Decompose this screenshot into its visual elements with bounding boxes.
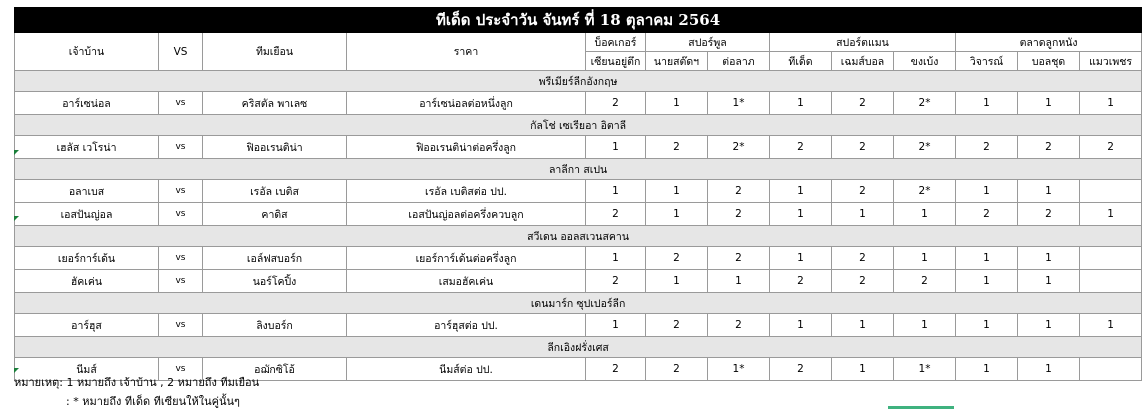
league-row xyxy=(15,226,1142,247)
pick-cell: 2 xyxy=(586,92,646,115)
header-tipster: วิจารณ์ xyxy=(956,52,1018,71)
header-tipster: เฉมส์บอล xyxy=(832,52,894,71)
header-tipster: เซียนอยู่ตึก xyxy=(586,52,646,71)
pick-cell: 1 xyxy=(956,247,1018,270)
match-row xyxy=(15,247,1142,270)
cell-comment-marker xyxy=(14,368,19,373)
pick-cell: 2 xyxy=(770,270,832,293)
header-group-bocker: บ็อคเกอร์ xyxy=(586,33,646,52)
league-name: สวีเดน ออลสเวนสคาน xyxy=(15,226,1142,247)
pick-cell xyxy=(1080,247,1142,270)
away-team: เรอัล เบติส xyxy=(203,180,347,203)
odds-price: เรอัล เบติสต่อ ปป. xyxy=(347,180,586,203)
match-row xyxy=(15,270,1142,293)
pick-cell: 1 xyxy=(770,247,832,270)
pick-cell xyxy=(1080,358,1142,381)
away-team: ลิงบอร์ก xyxy=(203,314,347,337)
odds-price: อาร์ฮุสต่อ ปป. xyxy=(347,314,586,337)
away-team: เอล์ฟสบอร์ก xyxy=(203,247,347,270)
pick-cell: 1 xyxy=(770,180,832,203)
home-team: อาร์ฮุส xyxy=(15,314,159,337)
pick-cell: 1 xyxy=(770,203,832,226)
home-team: เฮลัส เวโรน่า xyxy=(15,136,159,159)
pick-cell: 1 xyxy=(832,314,894,337)
pick-cell: 2* xyxy=(894,136,956,159)
header-tipster: ขงเบ้ง xyxy=(894,52,956,71)
header-tipster: แมวเพชร xyxy=(1080,52,1142,71)
header-vs: VS xyxy=(159,33,203,71)
pick-cell: 1 xyxy=(646,270,708,293)
away-team: ฟิออเรนติน่า xyxy=(203,136,347,159)
pick-cell: 1 xyxy=(894,314,956,337)
odds-price: เสมอฮัคเค่น xyxy=(347,270,586,293)
away-team: คริสตัล พาเลซ xyxy=(203,92,347,115)
league-name: พรีเมียร์ลีกอังกฤษ xyxy=(15,71,1142,92)
home-team: ฮัคเค่น xyxy=(15,270,159,293)
league-name: กัลโช่ เซเรียอา อิตาลี xyxy=(15,115,1142,136)
pick-cell: 1 xyxy=(646,203,708,226)
pick-cell: 1 xyxy=(770,92,832,115)
cell-comment-marker xyxy=(14,216,19,221)
league-row xyxy=(15,293,1142,314)
odds-price: ฟิออเรนติน่าต่อครึ่งลูก xyxy=(347,136,586,159)
pick-cell xyxy=(1080,270,1142,293)
odds-price: นีมส์ต่อ ปป. xyxy=(347,358,586,381)
away-team: อฌักซิโอ้ xyxy=(203,358,347,381)
match-row xyxy=(15,180,1142,203)
header-tipster: ต่อลาภ xyxy=(708,52,770,71)
pick-cell: 2 xyxy=(1080,136,1142,159)
pick-cell: 1 xyxy=(894,203,956,226)
league-name: ลีกเอิงฝรั่งเศส xyxy=(15,337,1142,358)
pick-cell: 1 xyxy=(1018,92,1080,115)
pick-cell: 1 xyxy=(832,358,894,381)
match-row xyxy=(15,314,1142,337)
pick-cell: 1 xyxy=(646,180,708,203)
league-name: ลาลีกา สเปน xyxy=(15,159,1142,180)
pick-cell: 1 xyxy=(1080,203,1142,226)
header-price: ราคา xyxy=(347,33,586,71)
pick-cell: 1 xyxy=(708,270,770,293)
header-tipster: บอลชุด xyxy=(1018,52,1080,71)
pick-cell: 1 xyxy=(956,270,1018,293)
pick-cell: 2 xyxy=(708,314,770,337)
pick-cell: 1 xyxy=(956,314,1018,337)
pick-cell: 2 xyxy=(832,136,894,159)
pick-cell: 1 xyxy=(586,180,646,203)
pick-cell: 1* xyxy=(708,358,770,381)
pick-cell: 2 xyxy=(832,270,894,293)
pick-cell: 2 xyxy=(646,314,708,337)
pick-cell xyxy=(1080,180,1142,203)
league-row xyxy=(15,159,1142,180)
pick-cell: 2 xyxy=(832,180,894,203)
vs-label: vs xyxy=(159,358,203,381)
pick-cell: 2 xyxy=(894,270,956,293)
vs-label: vs xyxy=(159,314,203,337)
page-title: ทีเด็ด ประจำวัน จันทร์ ที่ 18 ตุลาคม 2564 xyxy=(15,8,1142,33)
picks-sheet xyxy=(14,7,1140,381)
pick-cell: 2 xyxy=(646,358,708,381)
picks-table xyxy=(14,7,1142,381)
header-away: ทีมเยือน xyxy=(203,33,347,71)
home-team: เอสปันญ่อล xyxy=(15,203,159,226)
pick-cell: 2* xyxy=(894,92,956,115)
pick-cell: 2 xyxy=(708,180,770,203)
vs-label: vs xyxy=(159,136,203,159)
home-team: นีมส์ xyxy=(15,358,159,381)
away-team: คาดิส xyxy=(203,203,347,226)
match-row xyxy=(15,203,1142,226)
vs-label: vs xyxy=(159,247,203,270)
odds-price: อาร์เซน่อลต่อหนึ่งลูก xyxy=(347,92,586,115)
pick-cell: 2 xyxy=(586,203,646,226)
header-tipster: นายสต๊ดฯ xyxy=(646,52,708,71)
pick-cell: 2 xyxy=(708,203,770,226)
match-row xyxy=(15,92,1142,115)
pick-cell: 2 xyxy=(832,247,894,270)
header-group-sportsman: สปอร์ตแมน xyxy=(770,33,956,52)
pick-cell: 1 xyxy=(1018,270,1080,293)
league-name: เดนมาร์ก ซุปเปอร์ลีก xyxy=(15,293,1142,314)
pick-cell: 2 xyxy=(832,92,894,115)
pick-cell: 1 xyxy=(1080,92,1142,115)
vs-label: vs xyxy=(159,203,203,226)
header-group-sporpool: สปอร์พูล xyxy=(646,33,770,52)
pick-cell: 1 xyxy=(586,247,646,270)
vs-label: vs xyxy=(159,92,203,115)
pick-cell: 2 xyxy=(956,136,1018,159)
pick-cell: 2 xyxy=(770,358,832,381)
pick-cell: 1 xyxy=(1018,358,1080,381)
pick-cell: 1 xyxy=(1080,314,1142,337)
pick-cell: 2 xyxy=(586,270,646,293)
note-legend: หมายเหตุ: 1 หมายถึง เจ้าบ้าน , 2 หมายถึง ทีมเยือน xyxy=(14,376,260,389)
pick-cell: 2 xyxy=(586,358,646,381)
pick-cell: 1 xyxy=(894,247,956,270)
home-team: เยอร์การ์เด้น xyxy=(15,247,159,270)
pick-cell: 1 xyxy=(956,180,1018,203)
pick-cell: 1 xyxy=(956,358,1018,381)
vs-label: vs xyxy=(159,270,203,293)
odds-price: เยอร์การ์เด้นต่อครึ่งลูก xyxy=(347,247,586,270)
home-team: อาร์เซน่อล xyxy=(15,92,159,115)
pick-cell: 1* xyxy=(894,358,956,381)
pick-cell: 1 xyxy=(586,314,646,337)
pick-cell: 2* xyxy=(708,136,770,159)
pick-cell: 2 xyxy=(708,247,770,270)
note-star: : * หมายถึง ทีเด็ด ทีเซียนให้ในคู่นั้นๆ xyxy=(66,395,240,408)
pick-cell: 1 xyxy=(770,314,832,337)
pick-cell: 2 xyxy=(646,136,708,159)
away-team: นอร์โคปิ้ง xyxy=(203,270,347,293)
match-row xyxy=(15,136,1142,159)
odds-price: เอสปันญ่อลต่อครึ่งควบลูก xyxy=(347,203,586,226)
pick-cell: 1 xyxy=(1018,180,1080,203)
league-row xyxy=(15,337,1142,358)
pick-cell: 1 xyxy=(956,92,1018,115)
pick-cell: 1 xyxy=(832,203,894,226)
header-tipster: ทีเด็ด xyxy=(770,52,832,71)
league-row xyxy=(15,115,1142,136)
pick-cell: 2 xyxy=(770,136,832,159)
pick-cell: 1* xyxy=(708,92,770,115)
pick-cell: 1 xyxy=(1018,314,1080,337)
header-group-talad: ตลาดลูกหนัง xyxy=(956,33,1142,52)
pick-cell: 1 xyxy=(586,136,646,159)
pick-cell: 2 xyxy=(956,203,1018,226)
vs-label: vs xyxy=(159,180,203,203)
pick-cell: 2 xyxy=(1018,136,1080,159)
pick-cell: 1 xyxy=(1018,247,1080,270)
pick-cell: 2 xyxy=(1018,203,1080,226)
pick-cell: 2 xyxy=(646,247,708,270)
home-team: อลาเบส xyxy=(15,180,159,203)
pick-cell: 2* xyxy=(894,180,956,203)
cell-comment-marker xyxy=(14,150,19,155)
header-home: เจ้าบ้าน xyxy=(15,33,159,71)
league-row xyxy=(15,71,1142,92)
pick-cell: 1 xyxy=(646,92,708,115)
